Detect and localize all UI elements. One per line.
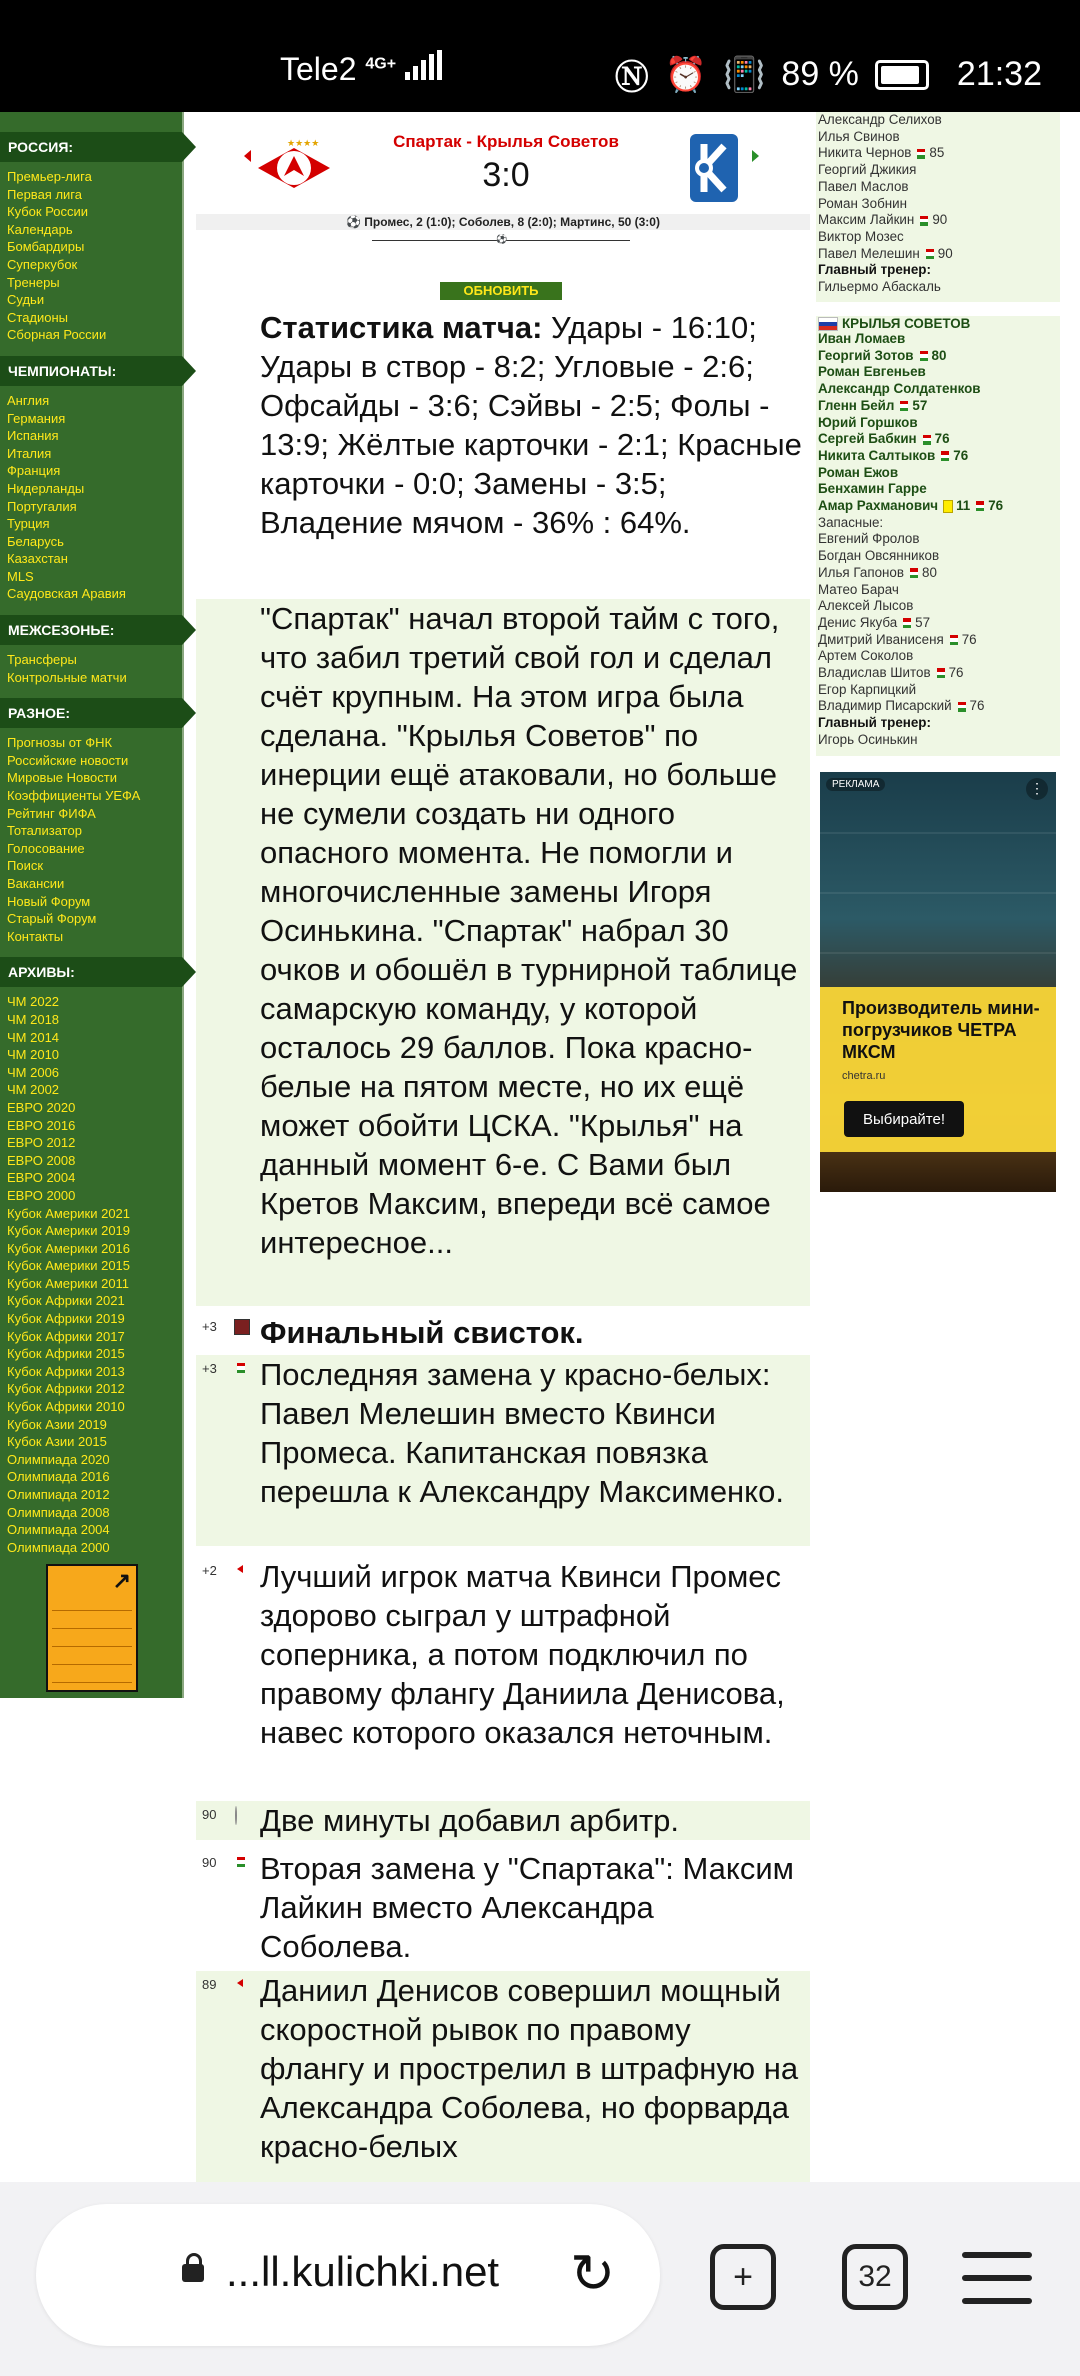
ad-banner[interactable] xyxy=(820,772,1056,1192)
player-row xyxy=(818,398,1060,415)
nav-link[interactable]: ЕВРО 2000 xyxy=(7,1187,76,1203)
substitution-icon xyxy=(920,216,928,226)
player-name: Александр Солдатенков xyxy=(818,381,981,397)
event-text xyxy=(260,1971,802,2166)
player-name: Илья Свинов xyxy=(818,128,900,144)
nav-link[interactable]: Суперкубок xyxy=(7,256,78,272)
sub-minute: 90 xyxy=(932,212,948,228)
player-row xyxy=(818,145,1060,162)
player-name: Артем Соколов xyxy=(818,648,914,664)
event-body: Вторая замена у "Спартака": Максим Лайкин вместо Александра Соболева. xyxy=(260,1851,794,1964)
event-item xyxy=(196,1971,810,2182)
event-item xyxy=(196,308,810,594)
nav-link[interactable]: Кубок Америки 2021 xyxy=(7,1205,131,1221)
new-tab-button[interactable] xyxy=(710,2244,776,2310)
sub-minute: 76 xyxy=(934,431,950,447)
ad-cta-button[interactable]: Выбирайте! xyxy=(844,1101,964,1137)
player-row xyxy=(818,229,1060,246)
coach-label: Главный тренер: xyxy=(818,715,931,731)
player-row xyxy=(818,129,1060,146)
nav-link[interactable]: Трансферы xyxy=(7,652,77,668)
player-row xyxy=(818,162,1060,179)
nav-heading: МЕЖСЕЗОНЬЕ: xyxy=(0,615,182,645)
substitution-icon xyxy=(950,635,958,645)
status-right xyxy=(615,50,1042,99)
player-row xyxy=(818,481,1060,498)
player-name: Егор Карпицкий xyxy=(818,681,917,697)
sub-minute: 57 xyxy=(912,397,928,413)
player-row xyxy=(818,331,1060,348)
nav-link[interactable]: Первая лига xyxy=(7,186,82,202)
event-minute: 89 xyxy=(202,1977,217,1992)
substitution-icon xyxy=(937,668,945,678)
match-score: 3:0 xyxy=(482,156,530,194)
nav-link[interactable]: Контакты xyxy=(7,928,64,944)
event-body: Лучший игрок матча Квинси Промес здорово сыграл у штрафной соперника, а потом подключил по правому флангу Даниила Денисова, навес которого оказался неточным. xyxy=(260,1559,785,1750)
substitution-icon xyxy=(958,702,966,712)
player-name: Гленн Бейл xyxy=(818,397,895,413)
player-name: Виктор Мозес xyxy=(818,228,904,244)
nav-link[interactable]: Стадионы xyxy=(7,309,69,325)
nav-link[interactable]: Кубок Африки 2010 xyxy=(7,1399,125,1415)
nav-link[interactable]: ЧМ 2022 xyxy=(7,994,60,1010)
nav-link[interactable]: Календарь xyxy=(7,221,73,237)
event-text xyxy=(260,1313,802,1352)
nav-link[interactable]: ЧМ 2018 xyxy=(7,1011,60,1027)
team-name: КРЫЛЬЯ СОВЕТОВ xyxy=(842,316,971,331)
event-text xyxy=(260,599,802,1262)
prev-arrow-icon[interactable] xyxy=(244,150,251,162)
nav-link[interactable]: Кубок Африки 2017 xyxy=(7,1328,125,1344)
nav-link[interactable]: Голосование xyxy=(7,840,85,856)
nav-link[interactable]: Вакансии xyxy=(7,876,65,891)
nav-link[interactable]: ЧМ 2002 xyxy=(7,1082,60,1098)
player-name: Илья Гапонов xyxy=(818,564,904,580)
event-item xyxy=(196,1355,810,1546)
event-body: Даниил Денисов совершил мощный скоростной рывок по правому флангу и прострелил в штрафную на Александра Соболева, но форварда красно-белых xyxy=(260,1973,799,2164)
nav-link[interactable]: Англия xyxy=(7,392,50,408)
nav-section xyxy=(0,132,182,350)
player-name: Владимир Писарский xyxy=(818,698,952,714)
clock-icon xyxy=(234,1807,248,1821)
ad-domain: chetra.ru xyxy=(842,1070,886,1082)
alarm-icon: ⏰ xyxy=(664,55,708,94)
nav-link[interactable]: Саудовская Аравия xyxy=(7,586,126,602)
substitution-icon xyxy=(234,1361,248,1375)
battery-icon xyxy=(875,60,929,90)
player-name: Алексей Лысов xyxy=(818,598,914,614)
player-name: Иван Ломаев xyxy=(818,331,906,346)
nav-link[interactable]: ЧМ 2010 xyxy=(7,1047,60,1063)
attack-icon xyxy=(234,1563,248,1577)
nav-link[interactable]: Кубок Америки 2011 xyxy=(7,1275,130,1291)
nav-link[interactable]: MLS xyxy=(7,568,34,584)
player-row xyxy=(818,179,1060,196)
nav-link[interactable]: Казахстан xyxy=(7,551,68,567)
substitution-icon xyxy=(900,401,908,411)
nav-link[interactable]: Кубок Америки 2015 xyxy=(7,1258,131,1274)
ad-title: Производитель мини-погрузчиков ЧЕТРА МКСМ xyxy=(842,998,1040,1062)
nav-link[interactable]: Рейтинг ФИФА xyxy=(7,805,96,821)
team-title xyxy=(818,316,1060,331)
nav-link[interactable]: ЕВРО 2016 xyxy=(7,1117,76,1133)
nav-heading: РОССИЯ: xyxy=(0,132,182,162)
tabs-count: 32 xyxy=(858,2260,892,2293)
network-type: 4G+ xyxy=(365,55,397,73)
player-name: Павел Мелешин xyxy=(818,245,920,261)
player-name: Денис Якуба xyxy=(818,614,898,630)
subs-label: Запасные: xyxy=(818,514,884,530)
nav-link[interactable]: Беларусь xyxy=(7,533,64,549)
nav-link[interactable]: Мировые Новости xyxy=(7,770,117,786)
nav-link[interactable]: Олимпиада 2012 xyxy=(7,1487,110,1502)
nav-heading: ЧЕМПИОНАТЫ: xyxy=(0,356,182,386)
nav-link[interactable]: Прогнозы от ФНК xyxy=(7,735,113,751)
nav-link[interactable]: Португалия xyxy=(7,498,77,514)
player-row xyxy=(818,598,1060,615)
nav-link[interactable]: Турция xyxy=(7,516,50,532)
player-name: Никита Чернов xyxy=(818,145,912,161)
event-item xyxy=(196,1801,810,1840)
widget-row xyxy=(52,1614,132,1629)
nav-link[interactable]: Тотализатор xyxy=(7,823,82,839)
sub-minute: 76 xyxy=(948,665,964,681)
sub-minute: 76 xyxy=(953,447,969,463)
player-name: Александр Селихов xyxy=(818,112,942,127)
event-minute: +3 xyxy=(202,1361,217,1376)
player-row xyxy=(818,364,1060,381)
sub-minute: 76 xyxy=(961,631,977,647)
player-name: Матео Барач xyxy=(818,581,899,597)
nav-section xyxy=(0,615,182,692)
event-text xyxy=(260,1355,802,1511)
nav-link[interactable]: ЧМ 2014 xyxy=(7,1029,60,1045)
nav-link[interactable]: ЕВРО 2012 xyxy=(7,1135,76,1151)
rating-widget[interactable] xyxy=(46,1564,138,1692)
player-row xyxy=(818,112,1060,129)
nav-link[interactable]: ЕВРО 2004 xyxy=(7,1170,76,1186)
divider xyxy=(372,234,630,244)
spartak-lineup xyxy=(816,112,1060,302)
browser-toolbar xyxy=(0,2182,1080,2376)
player-name: Георгий Джикия xyxy=(818,162,917,178)
sub-minute: 76 xyxy=(969,698,985,714)
event-minute: 90 xyxy=(202,1807,217,1822)
lock-icon xyxy=(182,2264,204,2282)
event-minute: 90 xyxy=(202,1855,217,1870)
event-heading: Финальный свисток. xyxy=(260,1315,584,1350)
player-row xyxy=(818,246,1060,263)
nav-link[interactable]: Кубок Африки 2012 xyxy=(7,1381,125,1397)
krylya-rows xyxy=(818,331,1060,515)
player-row xyxy=(818,431,1060,448)
plus-icon: + xyxy=(733,2258,753,2296)
sub-minute: 90 xyxy=(937,245,953,261)
event-item xyxy=(196,1849,810,1966)
ad-panel xyxy=(820,987,1056,1152)
nav-link[interactable]: Премьер-лига xyxy=(7,169,92,184)
address-bar[interactable] xyxy=(36,2204,660,2346)
player-row xyxy=(818,548,1060,565)
yellow-card-icon xyxy=(943,500,953,513)
nav-link[interactable]: Олимпиада 2004 xyxy=(7,1522,110,1538)
web-page xyxy=(0,112,1080,2182)
nav-link[interactable]: Поиск xyxy=(7,858,44,874)
player-name: Георгий Зотов xyxy=(818,347,914,363)
nav-link[interactable]: Кубок Африки 2013 xyxy=(7,1363,125,1379)
nav-link[interactable]: Судьи xyxy=(7,292,45,308)
nav-link[interactable]: Российские новости xyxy=(7,752,129,768)
widget-row xyxy=(52,1668,132,1683)
nav-link[interactable]: Кубок России xyxy=(7,204,89,220)
player-row xyxy=(818,212,1060,229)
nav-link[interactable]: ЕВРО 2008 xyxy=(7,1152,76,1168)
nav-section xyxy=(0,957,182,1562)
widget-row xyxy=(52,1650,132,1665)
nav-link[interactable]: Франция xyxy=(7,463,61,479)
ad-badge: РЕКЛАМА xyxy=(826,778,885,791)
coach-label: Главный тренер: xyxy=(818,262,931,278)
nav-link[interactable]: Нидерланды xyxy=(7,480,85,496)
whistle-icon xyxy=(234,1319,250,1335)
ball-icon: ⚽ xyxy=(496,234,508,244)
sub-minute: 80 xyxy=(922,564,937,580)
player-name: Роман Ежов xyxy=(818,464,899,480)
player-name: Владислав Шитов xyxy=(818,665,931,681)
nav-link[interactable]: ЧМ 2006 xyxy=(7,1064,60,1080)
event-text xyxy=(260,1557,802,1752)
nav-link[interactable]: Старый Форум xyxy=(7,911,97,927)
nav-link[interactable]: Новый Форум xyxy=(7,893,91,909)
card-minute: 11 xyxy=(956,498,971,514)
nav-link[interactable]: Олимпиада 2020 xyxy=(7,1451,110,1467)
spartak-rows xyxy=(818,112,1060,262)
player-name: Роман Зобнин xyxy=(818,195,908,211)
player-row xyxy=(818,698,1060,715)
nav-link[interactable]: Кубок Африки 2021 xyxy=(7,1293,125,1309)
nav-link[interactable]: Германия xyxy=(7,410,66,426)
widget-row xyxy=(52,1596,132,1611)
nav-heading: АРХИВЫ: xyxy=(0,957,182,987)
substitution-icon xyxy=(903,618,911,628)
next-arrow-icon[interactable] xyxy=(752,150,759,162)
event-body: Удары - 16:10; Удары в створ - 8:2; Угловые - 2:6; Офсайды - 3:6; Сэйвы - 2:5; Фолы - 13:9; Жёлтые карточки - 2:1; Красные карточки - 0:0; Замены - 3:5; Владение мячом - 36% : 64%. xyxy=(260,310,802,540)
event-item xyxy=(196,1557,810,1786)
nfc-icon: Ⓝ xyxy=(614,59,649,97)
clock-time: 21:32 xyxy=(956,55,1042,93)
nav-heading: РАЗНОЕ: xyxy=(0,698,182,728)
nav-link[interactable]: Италия xyxy=(7,445,52,461)
player-row xyxy=(818,531,1060,548)
match-title: Спартак - Крылья Советов xyxy=(393,132,619,151)
nav-section xyxy=(0,698,182,951)
nav-link[interactable]: Коэффициенты УЕФА xyxy=(7,788,141,804)
more-icon[interactable]: ⋮ xyxy=(1026,778,1048,800)
substitution-icon xyxy=(910,568,918,578)
nav-link[interactable]: Олимпиада 2016 xyxy=(7,1469,110,1485)
nav-link[interactable]: Испания xyxy=(7,428,59,444)
lineups-column xyxy=(816,112,1060,2182)
player-row xyxy=(818,565,1060,582)
player-row xyxy=(818,381,1060,398)
event-minute: +3 xyxy=(202,1319,217,1334)
nav-link[interactable]: Сборная России xyxy=(7,327,107,343)
sub-minute: 80 xyxy=(931,347,947,363)
player-name: Павел Маслов xyxy=(818,178,909,194)
substitution-icon xyxy=(976,501,984,511)
event-item xyxy=(196,599,810,1306)
russia-flag-icon xyxy=(818,317,838,331)
event-text xyxy=(260,1801,802,1840)
reload-icon[interactable]: ↻ xyxy=(570,2244,616,2304)
player-name: Никита Салтыков xyxy=(818,447,936,463)
nav-link[interactable]: Кубок Азии 2019 xyxy=(7,1416,107,1432)
spartak-logo-icon xyxy=(254,128,334,208)
nav-link[interactable]: Бомбардиры xyxy=(7,239,85,255)
player-name: Богдан Овсянников xyxy=(818,548,940,564)
event-text xyxy=(260,308,802,542)
player-name: Юрий Горшков xyxy=(818,414,918,430)
event-heading: Статистика матча: xyxy=(260,310,543,345)
substitution-icon xyxy=(917,149,925,159)
event-body: Последняя замена у красно-белых: Павел Мелешин вместо Квинси Промеса. Капитанская повязка перешла к Александру Максименко. xyxy=(260,1357,784,1509)
krylya-logo-icon xyxy=(674,128,754,208)
event-body: "Спартак" начал второй тайм с того, что забил третий свой гол и сделал счёт крупным. На этом игра была сделана. "Крылья Советов" по инерции ещё атаковали, но больше не сумели создать ни одного опасного момента. Не помогли и многочисленные замены Игоря Осинькина. "Спартак" набрал 30 очков и обошёл в турнирной таблице самарскую команду, у которой осталось 29 баллов. Пока красно-белые на пятом месте, но их ещё может обойти ЦСКА. "Крылья" на данный момент 6-е. С Вами был Кретов Максим, впереди всё самое интересное... xyxy=(260,601,798,1260)
substitution-icon xyxy=(923,435,931,445)
player-name: Максим Лайкин xyxy=(818,212,915,228)
url-text[interactable]: ...ll.kulichki.net xyxy=(226,2248,500,2295)
player-name: Дмитрий Иванисеня xyxy=(818,631,944,647)
widget-row xyxy=(52,1632,132,1647)
substitution-icon xyxy=(234,1855,248,1869)
player-name: Амар Рахманович xyxy=(818,498,939,514)
nav-link[interactable]: Кубок Америки 2016 xyxy=(7,1240,131,1256)
substitution-icon xyxy=(926,249,934,259)
battery-percent: 89 % xyxy=(781,55,859,93)
nav-link[interactable]: Контрольные матчи xyxy=(7,669,127,685)
carrier-label xyxy=(280,50,442,88)
player-row xyxy=(818,665,1060,682)
substitution-icon xyxy=(920,351,928,361)
player-row xyxy=(818,196,1060,213)
event-minute: +2 xyxy=(202,1563,217,1578)
match-header xyxy=(196,112,810,222)
nav-link[interactable]: Тренеры xyxy=(7,274,60,290)
refresh-button[interactable]: ОБНОВИТЬ xyxy=(440,282,562,300)
match-center xyxy=(196,112,810,2182)
sub-minute: 57 xyxy=(915,614,931,630)
player-name: Евгений Фролов xyxy=(818,531,920,547)
arrow-icon: ↗ xyxy=(112,1568,131,1593)
menu-icon[interactable] xyxy=(962,2252,1032,2304)
coach-name: Гильермо Абаскаль xyxy=(818,279,941,295)
substitution-icon xyxy=(941,451,949,461)
nav-link[interactable]: ЕВРО 2020 xyxy=(7,1099,76,1115)
nav-link[interactable]: Кубок Африки 2019 xyxy=(7,1311,125,1327)
player-row xyxy=(818,648,1060,665)
player-row xyxy=(818,682,1060,699)
player-row xyxy=(818,415,1060,432)
player-row xyxy=(818,498,1060,515)
status-bar xyxy=(0,0,1080,112)
player-name: Бенхамин Гарре xyxy=(818,481,927,497)
coach-name: Игорь Осинькин xyxy=(818,731,918,747)
tabs-button[interactable] xyxy=(842,2244,908,2310)
nav-list xyxy=(0,126,182,1562)
event-text xyxy=(260,1849,802,1966)
nav-link[interactable]: Олимпиада 2008 xyxy=(7,1504,110,1520)
player-row xyxy=(818,615,1060,632)
vibrate-icon: 📳 xyxy=(723,55,766,94)
signal-icon xyxy=(405,50,442,80)
krylya-lineup xyxy=(816,316,1060,756)
player-row xyxy=(818,582,1060,599)
sub-minute: 76 xyxy=(988,498,1004,514)
sub-minute: 85 xyxy=(929,145,945,161)
player-name: Роман Евгеньев xyxy=(818,364,926,380)
nav-link[interactable]: Кубок Америки 2019 xyxy=(7,1223,131,1239)
carrier-name: Tele2 xyxy=(280,51,357,87)
nav-link[interactable]: Олимпиада 2000 xyxy=(7,1539,110,1555)
krylya-subs xyxy=(818,531,1060,715)
nav-link[interactable]: Кубок Африки 2015 xyxy=(7,1346,125,1362)
player-name: Сергей Бабкин xyxy=(818,431,917,447)
player-row xyxy=(818,632,1060,649)
nav-link[interactable]: Кубок Азии 2015 xyxy=(7,1434,107,1450)
svg-text:★★★★: ★★★★ xyxy=(287,138,320,148)
attack-icon xyxy=(234,1977,248,1991)
event-item xyxy=(196,1313,810,1352)
scorers-line: ⚽ Промес, 2 (1:0); Соболев, 8 (2:0); Мартинс, 50 (3:0) xyxy=(196,214,810,230)
event-body: Две минуты добавил арбитр. xyxy=(260,1803,680,1838)
left-sidebar xyxy=(0,112,184,1698)
nav-section xyxy=(0,356,182,609)
player-row xyxy=(818,448,1060,465)
player-row xyxy=(818,348,1060,365)
player-row xyxy=(818,465,1060,482)
